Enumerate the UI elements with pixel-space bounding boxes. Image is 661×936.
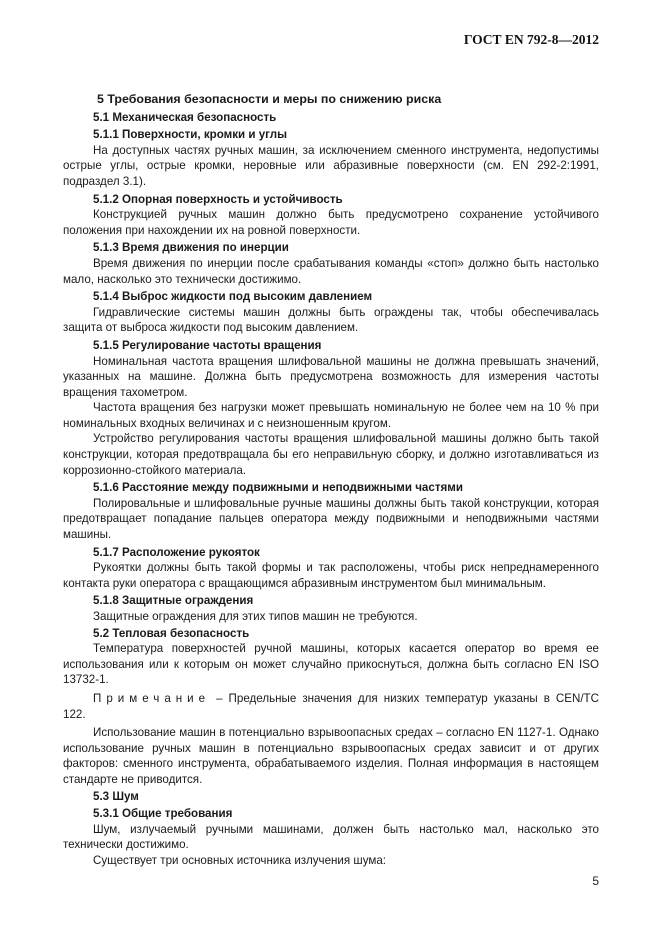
body-paragraph: Рукоятки должны быть такой формы и так расположены, чтобы риск непреднамеренного контакта руки оператора с вращающимся абразивным инструментом был минимальным.	[63, 561, 599, 590]
body-paragraph: Гидравлические системы машин должны быть ограждены так, чтобы обеспечивалась защита от выброса жидкости под высоким давлением.	[63, 305, 599, 335]
clause-heading: 5.1.7 Расположение рукояток	[93, 545, 260, 559]
body-paragraph: Устройство регулирования частоты вращения шлифовальной машины должно быть такой конструкции, которая предотвращала бы его неправильную сборку, и должно изготавливаться из коррозионно-стойкого материала.	[63, 432, 599, 477]
body-paragraph: Защитные ограждения для этих типов машин не требуются.	[93, 610, 418, 623]
body-paragraph: На доступных частях ручных машин, за исключением сменного инструмента, недопустимы острые углы, острые кромки, неровные или абразивные поверхности (см. EN 292-2:1991, подраздел 3.1).	[63, 143, 599, 188]
standard-header: ГОСТ EN 792-8—2012	[463, 32, 599, 47]
clause-heading: 5.3.1 Общие требования	[93, 807, 233, 821]
clause-heading: 5.1.4 Выброс жидкости под высоким давлением	[93, 290, 373, 304]
clause-heading: 5.1.5 Регулирование частоты вращения	[93, 338, 322, 352]
body-paragraph: Конструкцией ручных машин должно быть предусмотрено сохранение устойчивого положения при нахождении их на ровной поверхности.	[63, 208, 599, 237]
note-text: – Предельные значения для низких температур указаны в CEN/TC 122.	[63, 691, 599, 721]
clause-heading: 5.1.3 Время движения по инерции	[93, 241, 289, 255]
document-body	[63, 92, 599, 869]
body-paragraph: Частота вращения без нагрузки может превышать номинальную не более чем на 10 % при номинальных входных величинах и с неизношенным кругом.	[63, 401, 599, 430]
subsection-heading: 5.3 Шум	[93, 789, 139, 803]
subsection-heading: 5.1 Механическая безопасность	[93, 110, 277, 124]
section-heading: 5 Требования безопасности и меры по снижению риска	[97, 92, 442, 106]
subsection-heading: 5.2 Тепловая безопасность	[93, 626, 250, 640]
body-paragraph: Температура поверхностей ручной машины, которых касается оператор во время ее использования или к которым он может случайно прикоснуться, должна быть согласно EN ISO 13732-1.	[63, 642, 599, 687]
body-paragraph: Существует три основных источника излучения шума:	[93, 853, 387, 867]
page-number: 5	[592, 874, 599, 888]
note-paragraph	[63, 691, 599, 722]
body-paragraph: Полировальные и шлифовальные ручные машины должны быть такой конструкции, которая предотвращает попадание пальцев оператора между подвижными и неподвижными частями машины.	[63, 496, 599, 542]
clause-heading: 5.1.1 Поверхности, кромки и углы	[93, 128, 287, 142]
clause-heading: 5.1.2 Опорная поверхность и устойчивость	[93, 192, 343, 206]
clause-heading: 5.1.6 Расстояние между подвижными и неподвижными частями	[93, 481, 463, 495]
note-label: Примечание	[93, 691, 211, 705]
body-paragraph: Время движения по инерции после срабатывания команды «стоп» должно быть настолько мало, насколько это технически достижимо.	[63, 256, 599, 286]
body-paragraph: Использование машин в потенциально взрывоопасных средах – согласно EN 1127-1. Однако использование ручных машин в потенциально взрывоопасных средах зависит и от других факторов: сменного инструмента, обрабатываемого изделия. Полная информация в настоящем стандарте не приводится.	[63, 726, 599, 786]
clause-heading: 5.1.8 Защитные ограждения	[93, 594, 254, 608]
body-paragraph: Номинальная частота вращения шлифовальной машины не должна превышать значений, указанных на машине. Должна быть предусмотрена возможность для измерения частоты вращения тахометром.	[63, 354, 599, 399]
body-paragraph: Шум, излучаемый ручными машинами, должен быть настолько мал, насколько это технически достижимо.	[63, 822, 599, 852]
